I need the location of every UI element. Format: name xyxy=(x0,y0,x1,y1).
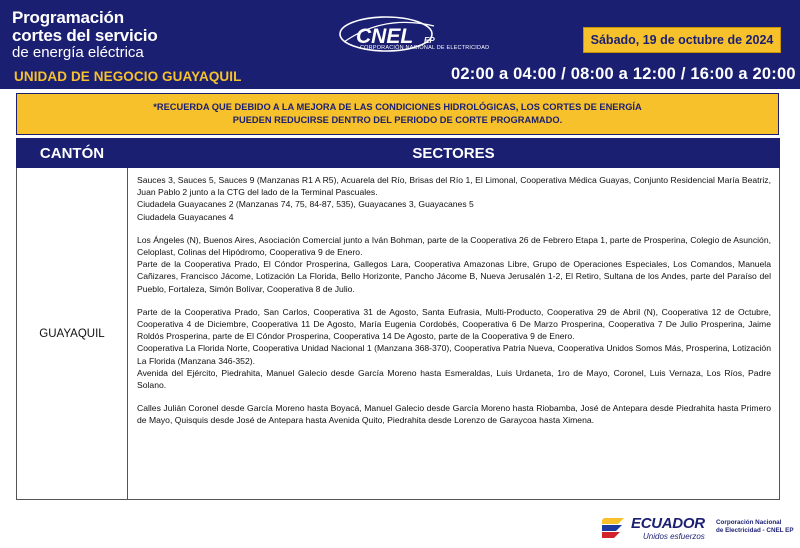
sector-text: Calles Julián Coronel desde García Moreno hasta Boyacá, Manuel Galecio desde García Moreno hasta Riobamba, José de Antepara desde Piedrahita hasta Primero de Mayo, Quisquis desde José de Antepara hasta Avenida Quito, Piedrahita desde Lorenzo de Garaycoa hasta Ximena. xyxy=(137,403,771,426)
sectores-cell xyxy=(128,168,780,500)
notice-line-2: PUEDEN REDUCIRSE DENTRO DEL PERIODO DE CORTE PROGRAMADO. xyxy=(232,115,563,125)
schedule-times: 02:00 a 04:00 / 08:00 a 12:00 / 16:00 a 20:00 xyxy=(451,65,796,83)
title-line-2: cortes del servicio xyxy=(12,26,158,45)
canton-cell: GUAYAQUIL xyxy=(17,168,128,500)
business-unit-label: UNIDAD DE NEGOCIO GUAYAQUIL xyxy=(14,69,242,84)
cnel-logo-brand: CNEL xyxy=(356,25,414,48)
sector-text: Avenida del Ejército, Piedrahita, Manuel Galecio desde García Moreno hasta Esmeraldas, Luis Urdaneta, 1ro de Mayo, Coronel, Luis Vernaza, Los Ríos, Padre Solano. xyxy=(137,367,771,391)
sector-text: Parte de la Cooperativa Prado, San Carlos, Cooperativa 31 de Agosto, Santa Eufrasia, Multi-Producto, Cooperativa 29 de Abril (N), Cooperativa 12 de Octubre, Cooperativa 4 de Diciembre, Cooperativa 11 De Agosto, María Eugenia Cordobés, Cooperativa 6 De Marzo Prosperina, Cooperativa 7 De Julio Prosperina, Jaime Roldós Prosperina, parte de El Cóndor Prosperina, Cooperativa 14 De Agosto, parte de la Cooperativa 9 de Enero. xyxy=(137,306,771,342)
corporation-label xyxy=(716,519,794,535)
ecuador-logo-text: ECUADOR xyxy=(631,515,705,532)
sector-text: Los Ángeles (N), Buenos Aires, Asociación Comercial junto a Iván Bohman, parte de la Cooperativa 26 de Febrero Etapa 1, parte de Prosperina, Colegio de Asunción, Celoplast, Colinas del Hipódromo, Cooperativa 9 de Enero. xyxy=(137,234,771,258)
date-badge: Sábado, 19 de octubre de 2024 xyxy=(583,27,781,53)
sector-text: Cooperativa La Florida Norte, Cooperativa Unidad Nacional 1 (Manzana 368-370), Cooperativa Patria Nueva, Cooperativa Unidos Somos Más, Prosperina, Lotización La Florida (Manzana 346-352). xyxy=(137,343,771,366)
table-row xyxy=(17,168,780,500)
cnel-logo xyxy=(334,12,484,62)
sector-text: Ciudadela Guayacanes 2 (Manzanas 74, 75, 84-87, 535), Guayacanes 3, Guayacanes 5 xyxy=(137,199,474,210)
ecuador-slogan: Unidos esfuerzos xyxy=(643,532,705,541)
paragraph-gap xyxy=(137,295,771,306)
cnel-logo-suffix: EP xyxy=(424,36,435,45)
cnel-logo-subtitle: CORPORACIÓN NACIONAL DE ELECTRICIDAD xyxy=(360,45,490,51)
table-header-row xyxy=(17,139,780,168)
column-header-sectores: SECTORES xyxy=(128,139,780,168)
title-line-3: de energía eléctrica xyxy=(12,44,144,61)
corporation-line-1: Corporación Nacional xyxy=(716,519,782,526)
paragraph-gap xyxy=(137,223,771,234)
paragraph-gap xyxy=(137,391,771,402)
sector-text: Ciudadela Guayacanes 4 xyxy=(137,211,234,222)
notice-banner xyxy=(16,93,779,135)
sector-text: Parte de la Cooperativa Prado, El Cóndor Prosperina, Gallegos Lara, Cooperativa Amazonas Libre, Grupo de Operaciones Especiales, Los Comandos, Manuela Cañizares, Francisco Jácome, Lotización La Florida, Bello Horizonte, Pancho Jácome B, Nueva Jerusalén 1-2, El Retiro, Sultana de los Andes, parte del Paraíso del Pueblo, Fortaleza, Simón Bolívar, Cooperativa 8 de Julio. xyxy=(137,259,771,294)
column-header-canton: CANTÓN xyxy=(17,139,128,168)
notice-line-1: *RECUERDA QUE DEBIDO A LA MEJORA DE LAS CONDICIONES HIDROLÓGICAS, LOS CORTES DE ENERGÍA xyxy=(153,102,642,112)
outage-table xyxy=(16,138,780,500)
title-line-1: Programación xyxy=(12,8,124,27)
sector-text: Sauces 3, Sauces 5, Sauces 9 (Manzanas R1 A R5), Acuarela del Río, Brisas del Río 1, El Limonal, Cooperativa Médica Guayas, Conjunto Residencial María Beatriz, Juan Pablo 2 junto a la CTG del lado de la Terminal Pascuales. xyxy=(137,175,771,198)
header-banner xyxy=(0,0,800,89)
corporation-line-2: de Electricidad - CNEL EP xyxy=(716,527,794,534)
